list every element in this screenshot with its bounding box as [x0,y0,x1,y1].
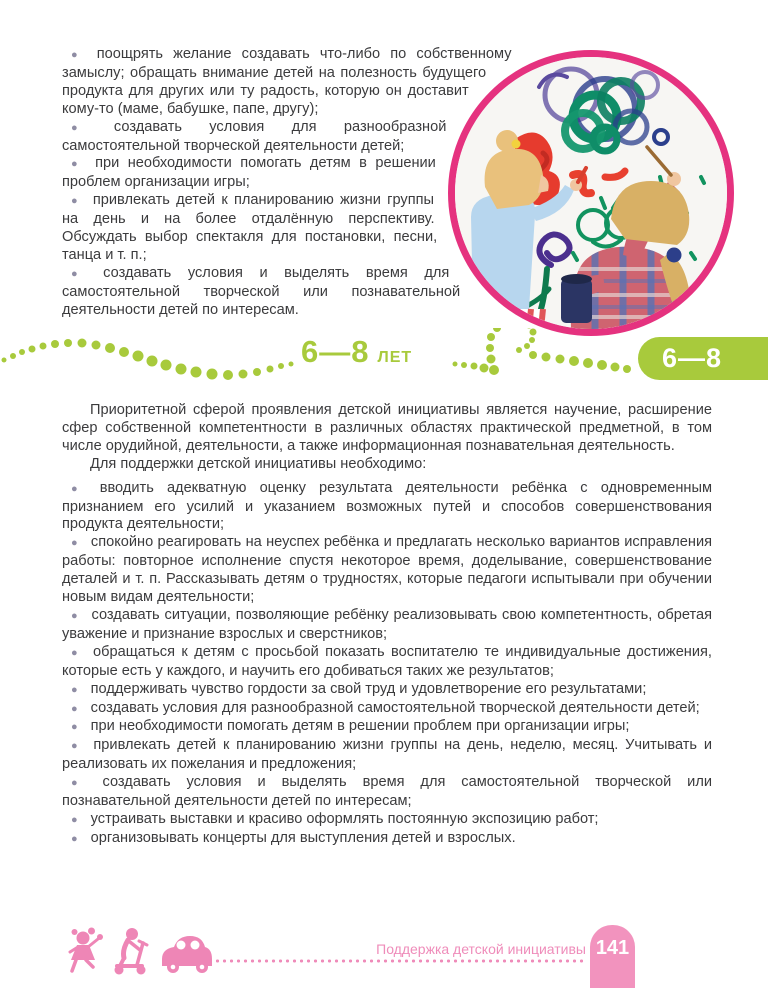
bullet-icon [71,155,82,171]
page-number-badge: 141 [590,925,635,988]
girl-icon [70,928,103,972]
list-item [62,607,712,644]
main-section [0,396,768,849]
list-item [62,718,712,737]
car-icon [162,936,212,973]
bullet-icon [71,265,90,281]
age-band [0,334,768,396]
footer-icons [62,925,214,977]
list-text: обращаться к детям с просьбой показать воспитателю те индивидуальные достижения, которые есть у каждого, и научить его добиваться таких же результатов; [62,643,712,679]
intro-list-text: при необходимости помогать детям в решении проблем организации игры; [62,155,436,191]
intro-list-text: создавать условия и выделять время для самостоятельной творческой или познавательной деятельности детей по интересам. [62,264,461,318]
bullet-icon [71,644,80,660]
list-item [62,774,712,811]
list-text: поддерживать чувство гордости за свой труд и удовлетворение его результатами; [90,680,647,697]
bullet-icon [71,811,78,827]
bullet-icon [71,46,84,62]
intro-list-text: создавать условия для разнообразной самостоятельной творческой деятельности детей; [62,118,447,154]
list-text: создавать ситуации, позволяющие ребёнку реализовывать свою компетентность, обретая уважение и признание взрослых и сверстников; [62,606,712,642]
intro-section [0,0,768,350]
bullet-icon [71,119,101,135]
list-item [62,737,712,774]
list-text: спокойно реагировать на неуспех ребёнка и предлагать несколько вариантов исправления работы: повторное исполнение спустя некоторое время, доделывание, совершенствование деталей и т. п. Рассказывать детям о трудностях, которые педагоги испытывали при обучении новым видам деятельности; [62,534,712,606]
list-item [62,534,712,607]
age-heading [301,334,412,370]
list-text: создавать условия и выделять время для самостоятельной творческой или познавательной деятельности детей по интересам; [62,774,712,810]
bullet-icon [71,718,78,734]
bullet-icon [71,830,78,846]
list-text: организовывать концерты для выступления детей и взрослых. [90,829,516,846]
children-painting-photo [448,50,734,336]
footer-section-label: Поддержка детской инициативы [376,941,586,957]
bullet-icon [71,534,78,550]
children-painting-illustration [455,57,727,329]
bullet-icon [71,700,78,716]
list-item [62,681,712,700]
footer-dotted-rule [214,959,586,963]
lead-in-paragraph: Для поддержки детской инициативы необходимо: [90,455,427,472]
age-heading-word: ЛЕТ [377,349,413,366]
age-heading-number: 6—8 [301,334,370,369]
intro-paragraph: Приоритетной сферой проявления детской инициативы является научение, расширение сфер собственной компетентности в различных областях практической предметной, в том числе орудийной, деятельности, а также информационная познавательная деятельность. [62,402,712,454]
bullet-icon [71,737,80,753]
list-text: создавать условия для разнообразной самостоятельной творческой деятельности детей; [90,699,700,716]
bullet-icon [71,607,79,623]
list-item [62,644,712,681]
list-text: привлекать детей к планированию жизни группы на день, неделю, месяц. Учитывать и реализовать их пожелания и предложения; [62,737,712,773]
scooter-icon [115,928,148,975]
list-item [62,811,712,830]
bullet-icon [71,681,78,697]
bullet-icon [71,192,80,208]
intro-list-text: поощрять желание создавать что-либо по собственному замыслу; обращать внимание детей на полезность будущего продукта для других или ту радость, которую он доставит кому-то (маме, бабушке, папе, другу); [62,46,512,117]
page-footer [0,908,768,988]
list-text: при необходимости помогать детям в решении проблем при организации игры; [90,718,630,735]
bullet-icon [71,774,90,790]
age-tab: 6—8 [638,337,768,380]
list-item [62,480,712,535]
list-item [62,830,712,849]
list-item [62,700,712,719]
bullet-icon [71,480,87,496]
list-text: вводить адекватную оценку результата деятельности ребёнка с одновременным признанием его усилий и указанием возможных путей и способов совершенствования продукта деятельности; [62,479,712,533]
intro-list-text: привлекать детей к планированию жизни группы на день и на более отдалённую перспективу. Обсуждать выбор спектакля для постановки, песни, танца и т. п.; [62,192,438,263]
list-text: устраивать выставки и красиво оформлять постоянную экспозицию работ; [90,810,599,827]
